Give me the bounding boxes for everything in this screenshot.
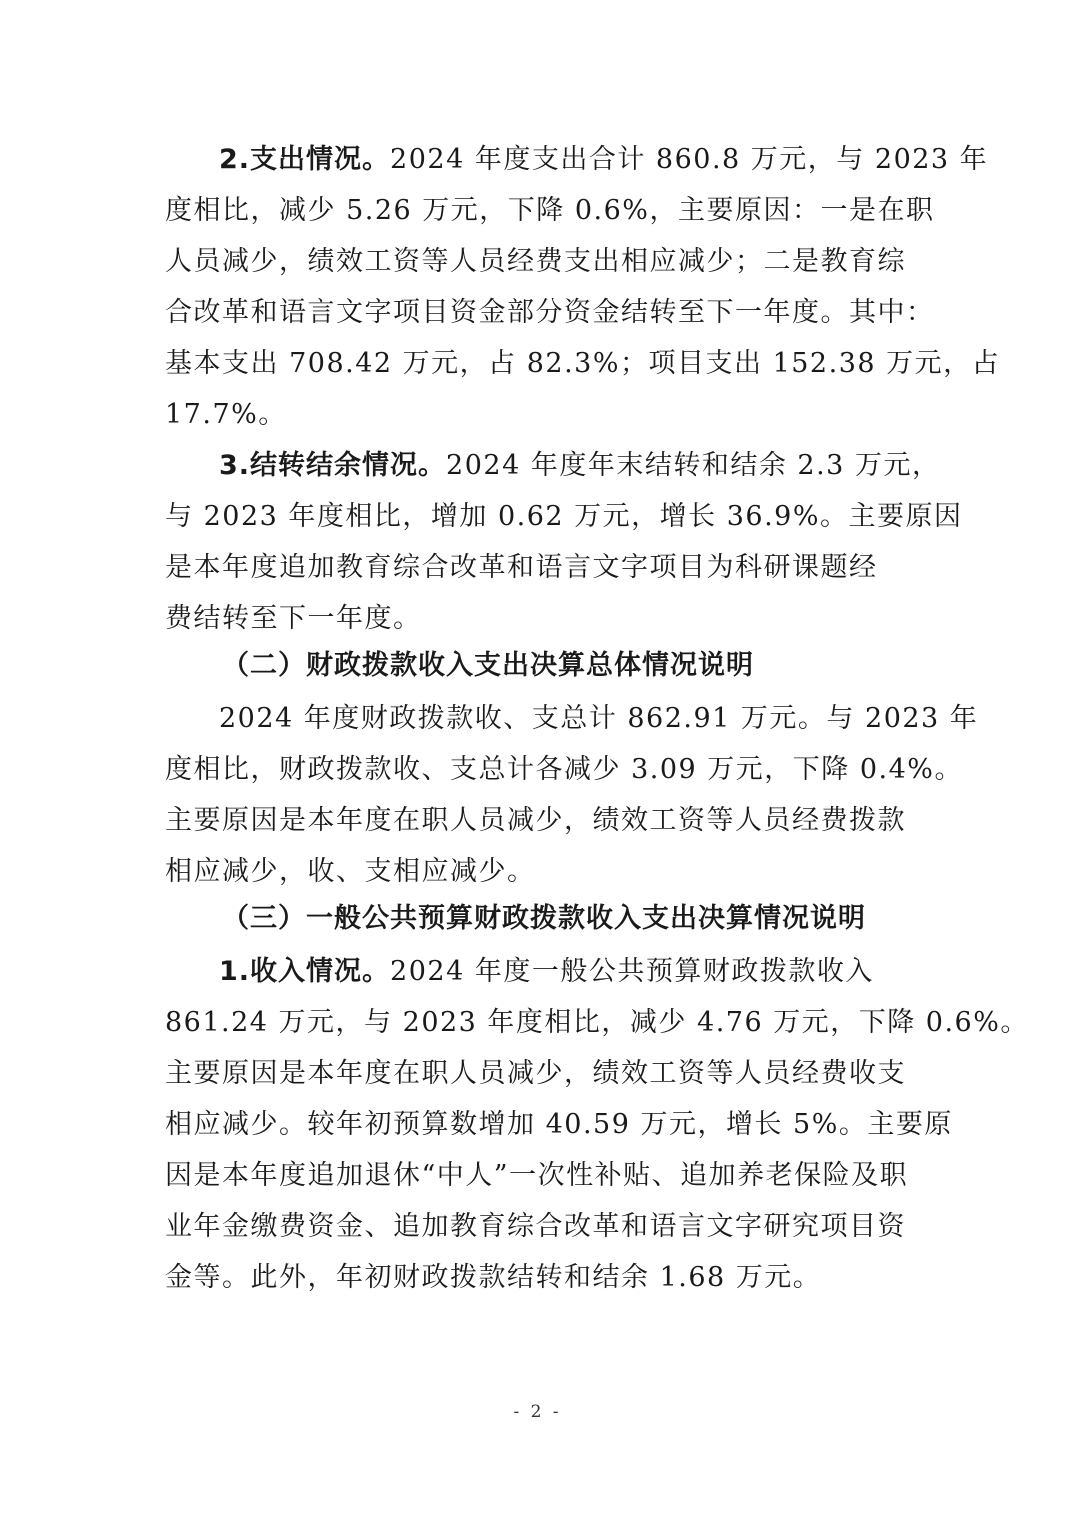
carryover-line-3: 是本年度追加教育综合改革和语言文字项目为科研课题经 <box>165 552 878 583</box>
expenditure-line-3: 人员减少，绩效工资等人员经费支出相应减少；二是教育综 <box>165 246 906 277</box>
section-three-line-5: 因是本年度追加退休“中人”一次性补贴、追加养老保险及职 <box>165 1160 909 1191</box>
expenditure-line-4: 合改革和语言文字项目资金部分资金结转至下一年度。其中： <box>165 297 935 328</box>
section-three-line-1 <box>219 946 979 998</box>
carryover-line-2: 与 2023 年度相比，增加 0.62 万元，增长 36.9%。主要原因 <box>165 501 963 532</box>
expenditure-line-5: 基本支出 708.42 万元，占 82.3%；项目支出 152.38 万元，占 <box>165 348 1001 379</box>
income-text: 2024 年度一般公共预算财政拨款收入 <box>390 956 874 987</box>
carryover-line-1 <box>219 440 979 492</box>
page-number: - 2 - <box>513 1402 562 1422</box>
carryover-text: 2024 年度年末结转和结余 2.3 万元， <box>446 450 941 481</box>
section-two-line-4: 相应减少，收、支相应减少。 <box>165 856 536 887</box>
section-two-line-3: 主要原因是本年度在职人员减少，绩效工资等人员经费拨款 <box>165 805 906 836</box>
section-three-heading: （三）一般公共预算财政拨款收入支出决算情况说明 <box>222 903 866 934</box>
expenditure-line-1 <box>219 134 989 186</box>
carryover-line-4: 费结转至下一年度。 <box>165 603 422 634</box>
carryover-lead: 3.结转结余情况。 <box>219 450 447 481</box>
section-three-line-3: 主要原因是本年度在职人员减少，绩效工资等人员经费收支 <box>165 1058 906 1089</box>
section-two-line-1: 2024 年度财政拨款收、支总计 862.91 万元。与 2023 年 <box>219 703 979 734</box>
expenditure-line-2: 度相比，减少 5.26 万元，下降 0.6%，主要原因：一是在职 <box>165 195 935 226</box>
income-lead: 1.收入情况。 <box>219 956 391 987</box>
section-two-heading: （二）财政拨款收入支出决算总体情况说明 <box>222 650 754 681</box>
section-three-line-6: 业年金缴费资金、追加教育综合改革和语言文字研究项目资 <box>165 1211 906 1242</box>
expenditure-text: 2024 年度支出合计 860.8 万元，与 2023 年 <box>390 144 989 175</box>
section-three-line-2: 861.24 万元，与 2023 年度相比，减少 4.76 万元，下降 0.6%。 <box>165 1007 1029 1038</box>
section-three-line-7: 金等。此外，年初财政拨款结转和结余 1.68 万元。 <box>165 1262 822 1293</box>
expenditure-line-6: 17.7%。 <box>165 399 287 430</box>
section-two-line-2: 度相比，财政拨款收、支总计各减少 3.09 万元，下降 0.4%。 <box>165 754 963 785</box>
expenditure-lead: 2.支出情况。 <box>219 144 391 175</box>
section-three-line-4: 相应减少。较年初预算数增加 40.59 万元，增长 5%。主要原 <box>165 1109 953 1140</box>
